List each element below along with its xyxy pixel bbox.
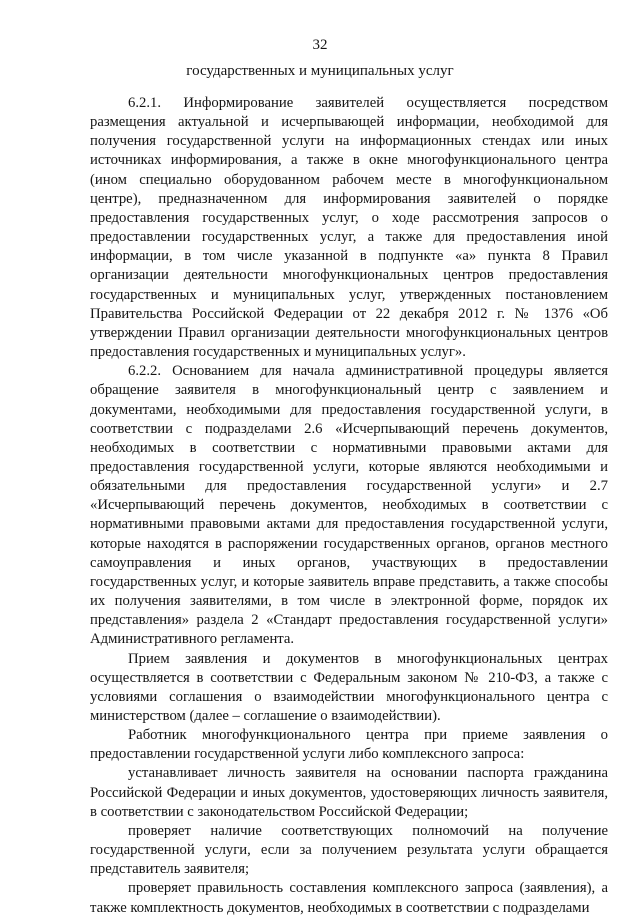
paragraph-6-2-1: 6.2.1. Информирование заявителей осуществляется посредством размещения актуальной и исчерпывающей информации, необходимой для получения государственной услуги на информационных стендах или иных источниках информирования, а также в окне многофункционального центра (ином специально оборудованном рабочем месте в многофункциональном центре), предназначенном для информирования заявителей о порядке предоставления государственных услуг, о ходе рассмотрения запросов о предоставлении государственных услуг, а также для предоставления иной информации, в том числе указанной в подпункте «а» пункта 8 Правил организации деятельности многофункциональных центров предоставления государственных и муниципальных услуг, утвержденных постановлением Правительства Российской Федерации от 22 декабря 2012 г. № 1376 «Об утверждении Правил организации деятельности многофункциональных центров предоставления государственных и муниципальных услуг». [90, 95, 608, 361]
paragraph-6-2-2: 6.2.2. Основанием для начала административной процедуры является обращение заявителя в многофункциональный центр с заявлением и документами, необходимыми для предоставления государственной услуги, в соответствии с подразделами 2.6 «Исчерпывающий перечень документов, необходимых в соответствии с нормативными правовыми актами для предоставления государственной услуги, которые являются необходимыми и обязательными для предоставления государственной услуги» и 2.7 «Исчерпывающий перечень документов, необходимых в соответствии с нормативными правовыми актами для предоставления государственной услуги, которые находятся в распоряжении государственных органов, органов местного самоуправления и иных органов, участвующих в предоставлении государственных услуг, и которые заявитель вправе представить, а также способы их получения заявителями, в том числе в электронной форме, порядок их представления» раздела 2 «Стандарт предоставления государственной услуги» Административного регламента. [90, 363, 608, 648]
paragraph-completeness-check: проверяет правильность составления комплексного запроса (заявления), а также комплектность документов, необходимых в соответствии с подразделами [90, 880, 608, 916]
paragraph-authority-check: проверяет наличие соответствующих полномочий на получение государственной услуги, если за получением результата услуги обращается представитель заявителя; [90, 822, 608, 878]
page-number: 32 [312, 37, 328, 53]
paragraph-reception: Прием заявления и документов в многофункциональных центрах осуществляется в соответствии с Федеральным законом № 210-ФЗ, а также с условиями соглашения о взаимодействии многофункционального центра с министерством (далее – соглашение о взаимодействии). [90, 650, 608, 724]
body-text [90, 94, 608, 918]
paragraph-identity-check: устанавливает личность заявителя на основании паспорта гражданина Российской Федерации и иных документов, удостоверяющих личность заявителя, в соответствии с законодательством Российской Федерации; [90, 765, 608, 820]
paragraph-worker-duties: Работник многофункционального центра при приеме заявления о предоставлении государственной услуги либо комплексного запроса: [90, 727, 608, 763]
heading-continuation: государственных и муниципальных услуг [186, 63, 454, 79]
